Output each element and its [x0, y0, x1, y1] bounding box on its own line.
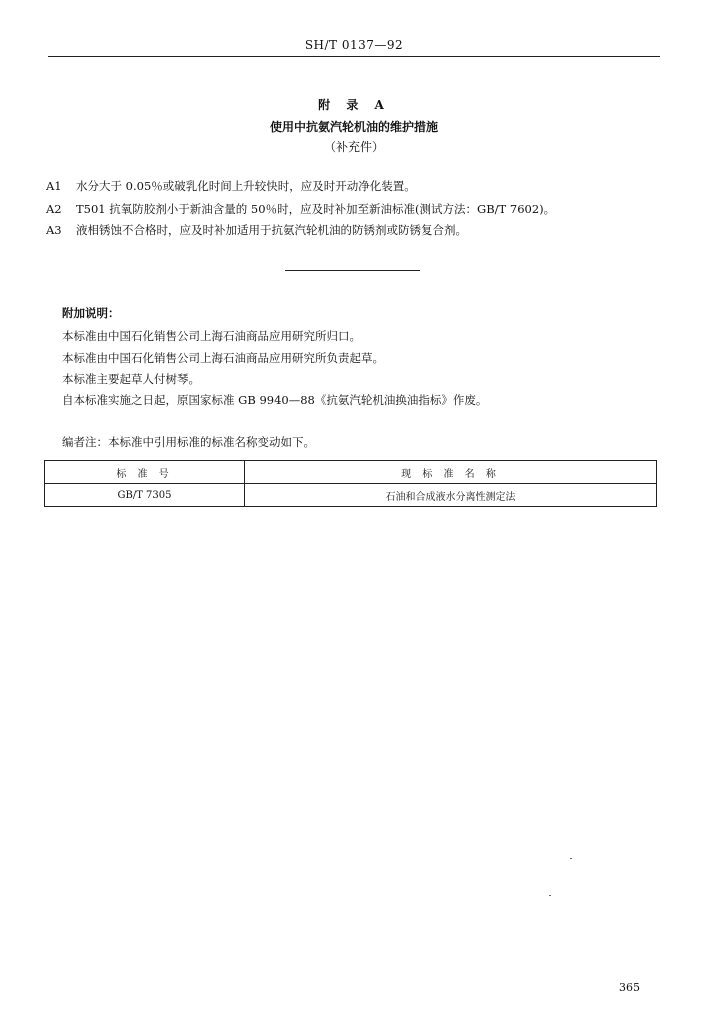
- section-divider: [285, 270, 420, 271]
- appendix-item: [46, 178, 416, 194]
- notes-heading: 附加说明：: [62, 306, 120, 320]
- item-number: A2: [46, 202, 62, 216]
- note-line: 自本标准实施之日起，原国家标准 GB 9940—88《抗氨汽轮机油换油指标》作废。: [62, 393, 488, 407]
- note-line: 本标准由中国石化销售公司上海石油商品应用研究所负责起草。: [62, 351, 384, 365]
- cell-standard-name: 石油和合成液水分离性测定法: [245, 484, 657, 507]
- appendix-subtitle: 使用中抗氨汽轮机油的维护措施: [269, 120, 438, 134]
- standards-table: [44, 460, 657, 507]
- column-header-standard-number: 标 准 号: [45, 461, 245, 484]
- column-header-current-name: 现 标 准 名 称: [245, 461, 657, 484]
- item-text: 液相锈蚀不合格时，应及时补加适用于抗氨汽轮机油的防锈剂或防锈复合剂。: [76, 223, 467, 237]
- appendix-item: [46, 201, 555, 217]
- item-text: T501 抗氧防胶剂小于新油含量的 50％时，应及时补加至新油标准(测试方法：GB/T 7602)。: [76, 202, 556, 216]
- table-header-row: [45, 461, 657, 484]
- appendix-type-note: （补充件）: [323, 140, 384, 154]
- header-rule: [48, 56, 660, 57]
- appendix-title: 附 录 A: [318, 98, 390, 112]
- cell-standard-number: GB/T 7305: [45, 484, 245, 507]
- appendix-item: [46, 222, 467, 238]
- note-line: 本标准由中国石化销售公司上海石油商品应用研究所归口。: [62, 329, 361, 343]
- page-number: 365: [619, 981, 640, 994]
- note-line: 本标准主要起草人付树琴。: [62, 372, 200, 386]
- item-number: A1: [46, 179, 62, 193]
- editor-note: 编者注：本标准中引用标准的标准名称变动如下。: [62, 435, 315, 449]
- document-code-header: SH/T 0137—92: [304, 38, 404, 52]
- scan-speck: [549, 895, 551, 896]
- item-text: 水分大于 0.05％或破乳化时间上升较快时，应及时开动净化装置。: [76, 179, 416, 193]
- table-row: [45, 484, 657, 507]
- item-number: A3: [46, 223, 62, 237]
- scan-speck: [570, 858, 572, 859]
